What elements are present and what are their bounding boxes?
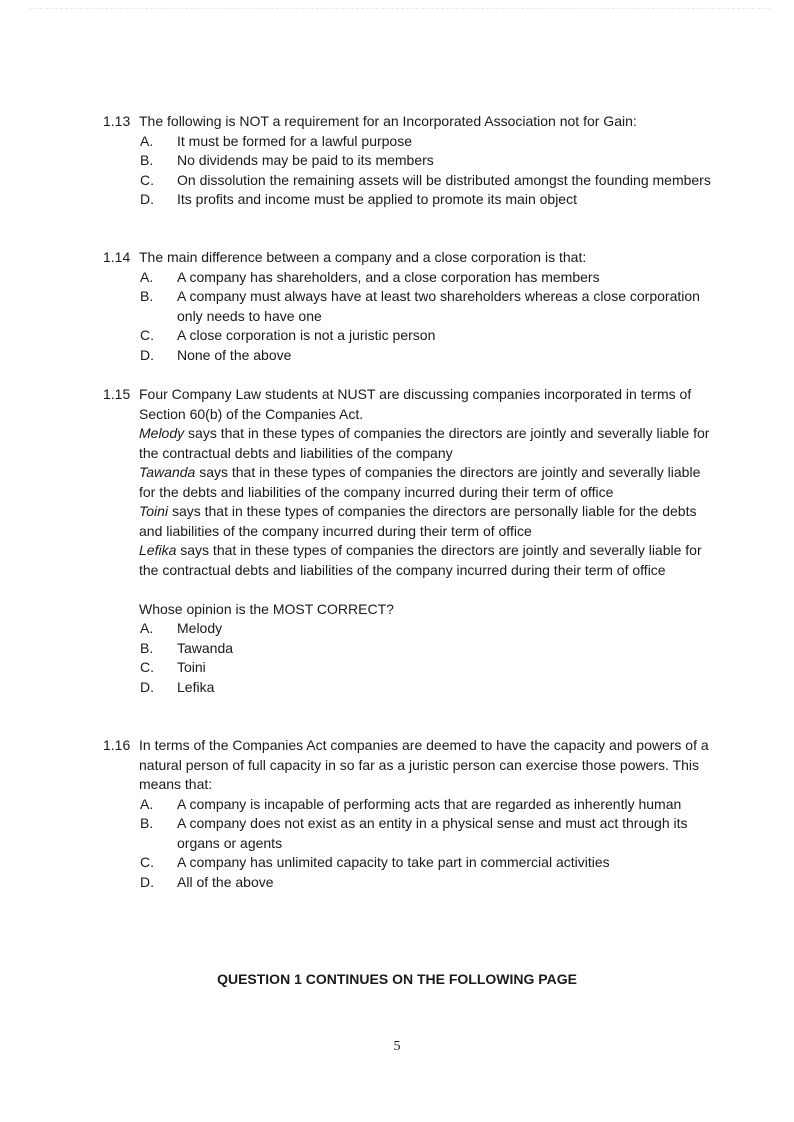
option-letter: C. xyxy=(140,327,154,343)
option-text: No dividends may be paid to its members xyxy=(177,152,434,168)
question-1-13 xyxy=(103,112,713,210)
option-letter: C. xyxy=(140,659,154,675)
option-letter: D. xyxy=(140,678,154,695)
question-text: The main difference between a company and a close corporation is that: xyxy=(139,249,587,265)
option-letter: B. xyxy=(140,152,154,168)
option-a xyxy=(140,619,713,639)
option-text: A company has shareholders, and a close corporation has members xyxy=(177,268,600,285)
question-1-16 xyxy=(103,736,713,892)
option-text: All of the above xyxy=(177,873,274,890)
option-text: A company has unlimited capacity to take part in commercial activities xyxy=(177,854,610,870)
option-d xyxy=(140,873,713,893)
option-letter: A. xyxy=(140,268,154,285)
option-list xyxy=(103,268,713,366)
opinion-text: says that in these types of companies the directors are personally liable for the debts and liabilities of the company incurred during their term of office xyxy=(139,503,697,539)
question-number: 1.15 xyxy=(103,386,131,402)
option-letter: C. xyxy=(140,854,154,870)
option-a xyxy=(140,132,713,152)
question-number: 1.13 xyxy=(103,113,131,129)
option-letter: A. xyxy=(140,795,154,812)
option-text: Its profits and income must be applied to promote its main object xyxy=(177,191,577,207)
option-d xyxy=(140,346,713,366)
option-b xyxy=(140,639,713,659)
option-c xyxy=(140,853,713,873)
opinion-text: says that in these types of companies the directors are jointly and severally liable for the contractual debts and liabilities of the company incurred during their term of office xyxy=(139,542,702,578)
opinion-text: says that in these types of companies the directors are jointly and severally liable for the debts and liabilities of the company incurred during their term of office xyxy=(139,464,701,500)
option-list xyxy=(103,619,713,697)
option-text: A company does not exist as an entity in a physical sense and must act through its organs or agents xyxy=(177,815,688,851)
option-text: On dissolution the remaining assets will be distributed amongst the founding members xyxy=(177,171,711,188)
option-text: None of the above xyxy=(177,346,292,363)
option-letter: C. xyxy=(140,171,154,188)
option-text: A company is incapable of performing acts that are regarded as inherently human xyxy=(177,795,682,812)
question-text: In terms of the Companies Act companies are deemed to have the capacity and powers of a natural person of full capacity in so far as a juristic person can exercise those powers. This means that: xyxy=(139,737,709,792)
option-text: Melody xyxy=(177,620,223,636)
opinion-toini xyxy=(139,502,713,541)
option-letter: A. xyxy=(140,132,154,149)
student-name: Melody xyxy=(139,425,185,441)
option-text: Lefika xyxy=(177,678,215,695)
student-name: Tawanda xyxy=(139,464,196,480)
option-b xyxy=(140,151,713,171)
option-letter: A. xyxy=(140,620,154,636)
option-a xyxy=(140,268,713,288)
student-name: Toini xyxy=(139,503,169,519)
option-letter: D. xyxy=(140,873,154,890)
question-number: 1.16 xyxy=(103,737,131,753)
page-number: 5 xyxy=(393,1039,401,1054)
option-d xyxy=(140,190,713,210)
option-letter: D. xyxy=(140,191,154,207)
option-c xyxy=(140,171,713,191)
option-list xyxy=(103,795,713,893)
opinion-lefika xyxy=(139,541,713,580)
option-letter: B. xyxy=(140,815,154,831)
option-list xyxy=(103,132,713,210)
option-letter: B. xyxy=(140,639,154,656)
option-letter: D. xyxy=(140,346,154,363)
option-text: A close corporation is not a juristic person xyxy=(177,327,436,343)
opinion-melody xyxy=(139,424,713,463)
question-text: Four Company Law students at NUST are discussing companies incorporated in terms of Section 60(b) of the Companies Act. xyxy=(139,386,692,422)
option-text: It must be formed for a lawful purpose xyxy=(177,132,412,149)
option-c xyxy=(140,326,713,346)
option-text: Toini xyxy=(177,659,206,675)
continues-notice: QUESTION 1 CONTINUES ON THE FOLLOWING PAGE xyxy=(217,971,577,987)
option-text: Tawanda xyxy=(177,639,234,656)
question-prompt: Whose opinion is the MOST CORRECT? xyxy=(139,600,394,617)
opinion-tawanda xyxy=(139,463,713,502)
question-number: 1.14 xyxy=(103,249,131,265)
opinion-text: says that in these types of companies the directors are jointly and severally liable for the contractual debts and liabilities of the company xyxy=(139,425,710,461)
option-c xyxy=(140,658,713,678)
option-letter: B. xyxy=(140,288,154,304)
student-name: Lefika xyxy=(139,542,177,558)
option-b xyxy=(140,287,713,326)
question-1-14 xyxy=(103,248,713,365)
option-d xyxy=(140,678,713,698)
question-1-15 xyxy=(103,385,713,697)
option-a xyxy=(140,795,713,815)
question-text: The following is NOT a requirement for an Incorporated Association not for Gain: xyxy=(139,113,637,129)
option-b xyxy=(140,814,713,853)
scan-edge-line xyxy=(30,8,770,9)
option-text: A company must always have at least two shareholders whereas a close corporation only needs to have one xyxy=(177,288,700,324)
